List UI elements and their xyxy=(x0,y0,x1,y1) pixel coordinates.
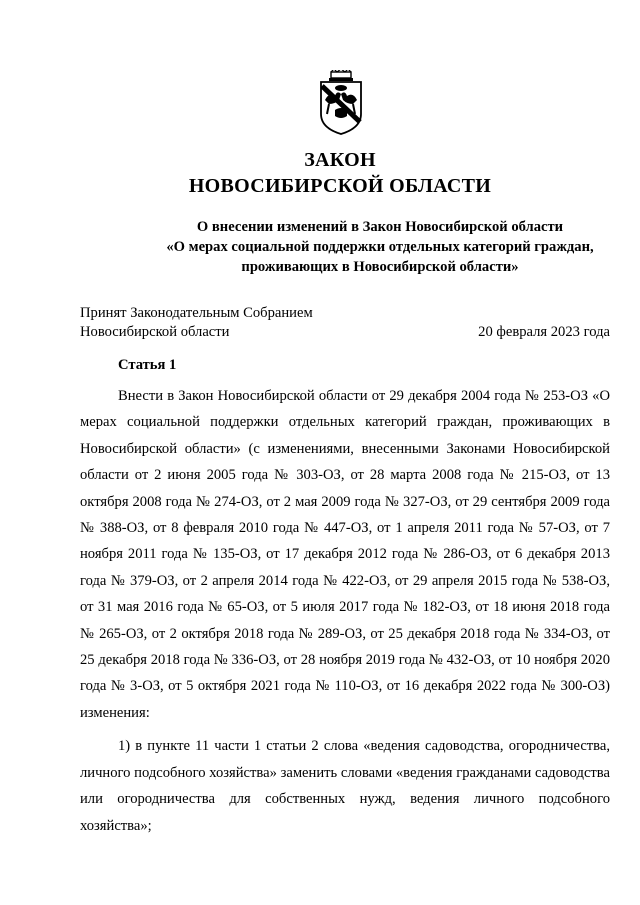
subject-line2: «О мерах социальной поддержки отдельных категорий граждан, xyxy=(166,239,594,255)
article-paragraph-1: Внести в Закон Новосибирской области от 29 декабря 2004 года № 253-ОЗ «О мерах социальной поддержки отдельных категорий граждан, проживающих в Новосибирской области» (с изменениями, внесенными Законами Новосибирской области от 2 июня 2005 года № 303-ОЗ, от 28 марта 2008 года № 215-ОЗ, от 13 октября 2008 года № 274-ОЗ, от 2 мая 2009 года № 327-ОЗ, от 29 сентября 2009 года № 388-ОЗ, от 8 февраля 2010 года № 447-ОЗ, от 1 апреля 2011 года № 57-ОЗ, от 7 ноября 2011 года № 135-ОЗ, от 17 декабря 2012 года № 286-ОЗ, от 6 декабря 2013 года № 379-ОЗ, от 2 апреля 2014 года № 422-ОЗ, от 29 апреля 2015 года № 538-ОЗ, от 31 мая 2016 года № 65-ОЗ, от 5 июля 2017 года № 182-ОЗ, от 18 июня 2018 года № 265-ОЗ, от 2 октября 2018 года № 289-ОЗ, от 25 декабря 2018 года № 334-ОЗ, от 25 декабря 2018 года № 336-ОЗ, от 28 ноября 2019 года № 432-ОЗ, от 10 ноября 2020 года № 3-ОЗ, от 5 октября 2021 года № 110-ОЗ, от 16 декабря 2022 года № 300-ОЗ) изменения: xyxy=(80,388,610,721)
adoption-line1: Принят Законодательным Собранием xyxy=(80,305,313,321)
adoption-line2: Новосибирской области xyxy=(80,324,230,340)
article-body xyxy=(80,383,610,839)
subject-line1: О внесении изменений в Закон Новосибирской области xyxy=(196,219,564,235)
article-paragraph-2: 1) в пункте 11 части 1 статьи 2 слова «ведения садоводства, огородничества, личного подсобного хозяйства» заменить словами «ведения гражданами садоводства или огородничества для собственных нужд, ведения личного подсобного хозяйства»; xyxy=(80,738,610,834)
adoption-date: 20 февраля 2023 года xyxy=(478,324,610,340)
novosibirsk-coat-of-arms-icon xyxy=(315,70,367,136)
subject-line3: проживающих в Новосибирской области» xyxy=(241,259,519,275)
adoption-block xyxy=(80,304,610,342)
law-title-line1: ЗАКОН xyxy=(304,149,376,171)
law-title-line2: НОВОСИБИРСКОЙ ОБЛАСТИ xyxy=(188,175,492,197)
article-heading: Статья 1 xyxy=(118,357,177,373)
